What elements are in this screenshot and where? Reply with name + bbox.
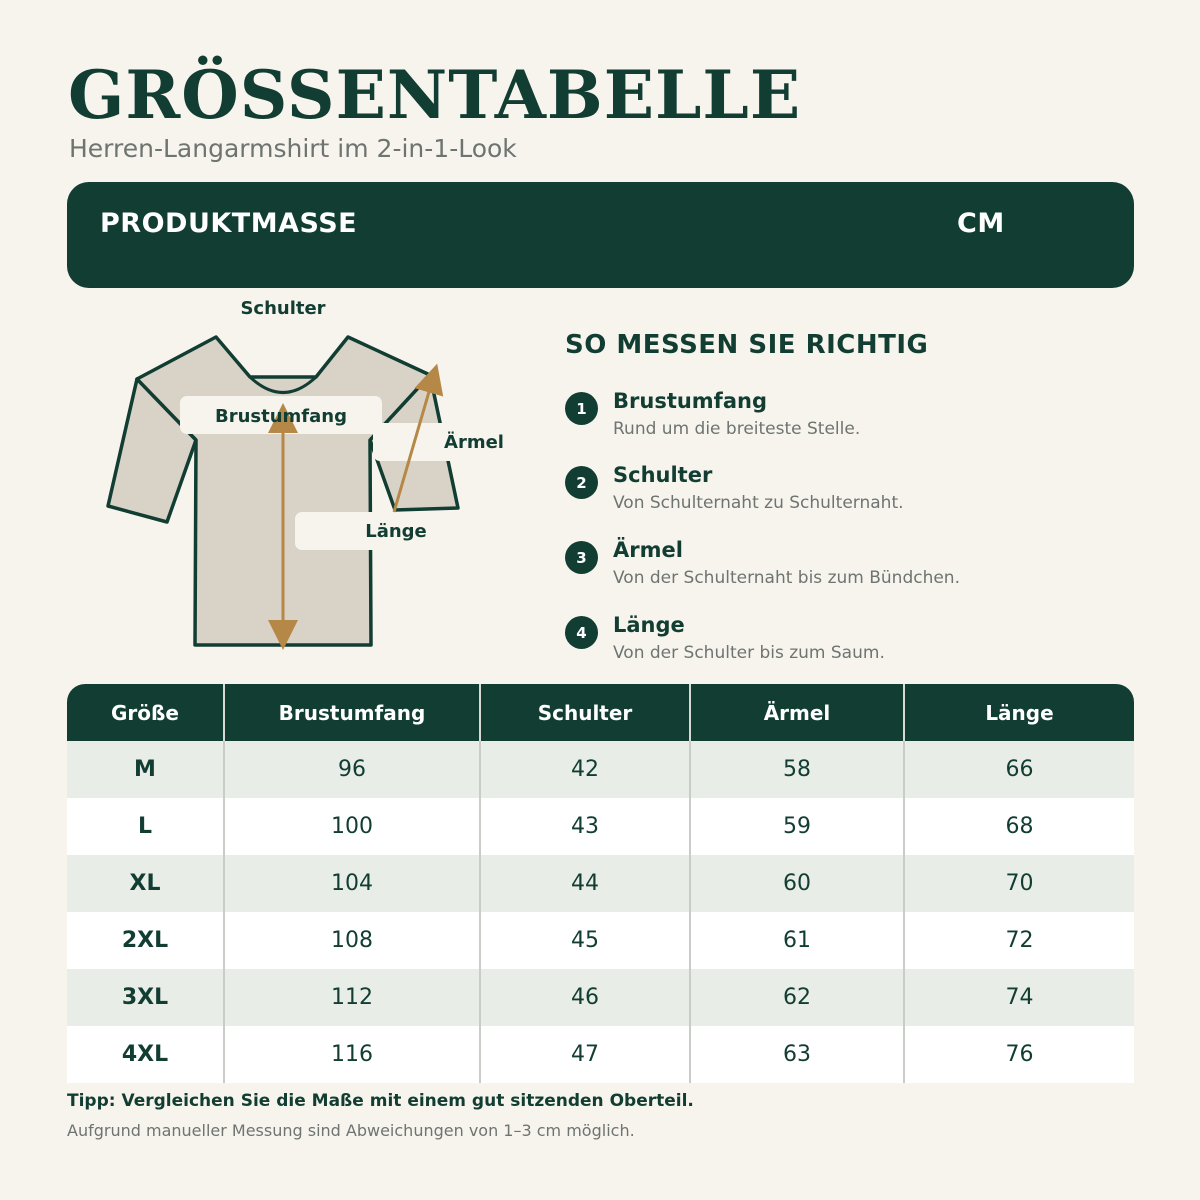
size-cell: 3XL bbox=[67, 969, 223, 1026]
header-size: Größe bbox=[67, 684, 223, 741]
table-row bbox=[67, 969, 1134, 1026]
size-cell: M bbox=[67, 741, 223, 798]
step-title: Brustumfang bbox=[613, 389, 767, 413]
step-title: Ärmel bbox=[613, 538, 683, 562]
step-number-badge: 4 bbox=[565, 616, 598, 649]
step-title: Schulter bbox=[613, 463, 713, 487]
table-cell: 72 bbox=[903, 912, 1134, 969]
size-cell: XL bbox=[67, 855, 223, 912]
table-row bbox=[67, 855, 1134, 912]
shoulder-label: Schulter bbox=[240, 298, 326, 319]
table-cell: 63 bbox=[689, 1026, 903, 1083]
table-cell: 70 bbox=[903, 855, 1134, 912]
table-row bbox=[67, 912, 1134, 969]
step-number-badge: 3 bbox=[565, 541, 598, 574]
header-length: Länge bbox=[903, 684, 1134, 741]
footer-tip: Tipp: Vergleichen Sie die Maße mit einem gut sitzenden Oberteil. bbox=[67, 1091, 694, 1111]
size-cell: L bbox=[67, 798, 223, 855]
table-cell: 108 bbox=[223, 912, 479, 969]
table-cell: 66 bbox=[903, 741, 1134, 798]
table-row bbox=[67, 1026, 1134, 1083]
table-cell: 100 bbox=[223, 798, 479, 855]
table-cell: 44 bbox=[479, 855, 689, 912]
shirt-diagram bbox=[0, 290, 540, 670]
header-sleeve: Ärmel bbox=[689, 684, 903, 741]
table-cell: 47 bbox=[479, 1026, 689, 1083]
table-cell: 61 bbox=[689, 912, 903, 969]
banner-unit: CM bbox=[957, 208, 1005, 239]
table-header-row bbox=[67, 684, 1134, 741]
table-cell: 60 bbox=[689, 855, 903, 912]
step-description: Rund um die breiteste Stelle. bbox=[613, 419, 861, 439]
step-description: Von der Schulter bis zum Saum. bbox=[613, 643, 885, 663]
footer-note: Aufgrund manueller Messung sind Abweichungen von 1–3 cm möglich. bbox=[67, 1121, 635, 1140]
step-title: Länge bbox=[613, 613, 685, 637]
table-cell: 59 bbox=[689, 798, 903, 855]
shirt-illustration bbox=[0, 290, 540, 670]
header-shoulder: Schulter bbox=[479, 684, 689, 741]
header-chest: Brustumfang bbox=[223, 684, 479, 741]
length-label: Länge bbox=[365, 521, 427, 542]
page-subtitle: Herren-Langarmshirt im 2-in-1-Look bbox=[69, 134, 517, 163]
howto-title: SO MESSEN SIE RICHTIG bbox=[565, 330, 929, 360]
table-row bbox=[67, 798, 1134, 855]
step-number-badge: 2 bbox=[565, 466, 598, 499]
page-title: GRÖSSENTABELLE bbox=[68, 56, 802, 134]
table-cell: 62 bbox=[689, 969, 903, 1026]
table-cell: 116 bbox=[223, 1026, 479, 1083]
step-number-badge: 1 bbox=[565, 392, 598, 425]
size-table bbox=[67, 684, 1134, 1083]
step-description: Von Schulternaht zu Schulternaht. bbox=[613, 493, 904, 513]
size-cell: 4XL bbox=[67, 1026, 223, 1083]
table-cell: 42 bbox=[479, 741, 689, 798]
sleeve-label: Ärmel bbox=[444, 432, 504, 453]
table-cell: 68 bbox=[903, 798, 1134, 855]
banner-label: PRODUKTMASSE bbox=[100, 208, 358, 239]
step-description: Von der Schulternaht bis zum Bündchen. bbox=[613, 568, 960, 588]
product-measurements-banner bbox=[67, 182, 1134, 288]
table-cell: 46 bbox=[479, 969, 689, 1026]
size-cell: 2XL bbox=[67, 912, 223, 969]
chest-label: Brustumfang bbox=[215, 406, 347, 427]
table-cell: 43 bbox=[479, 798, 689, 855]
table-row bbox=[67, 741, 1134, 798]
table-cell: 76 bbox=[903, 1026, 1134, 1083]
table-cell: 104 bbox=[223, 855, 479, 912]
table-cell: 96 bbox=[223, 741, 479, 798]
table-cell: 58 bbox=[689, 741, 903, 798]
table-cell: 45 bbox=[479, 912, 689, 969]
table-cell: 74 bbox=[903, 969, 1134, 1026]
table-cell: 112 bbox=[223, 969, 479, 1026]
